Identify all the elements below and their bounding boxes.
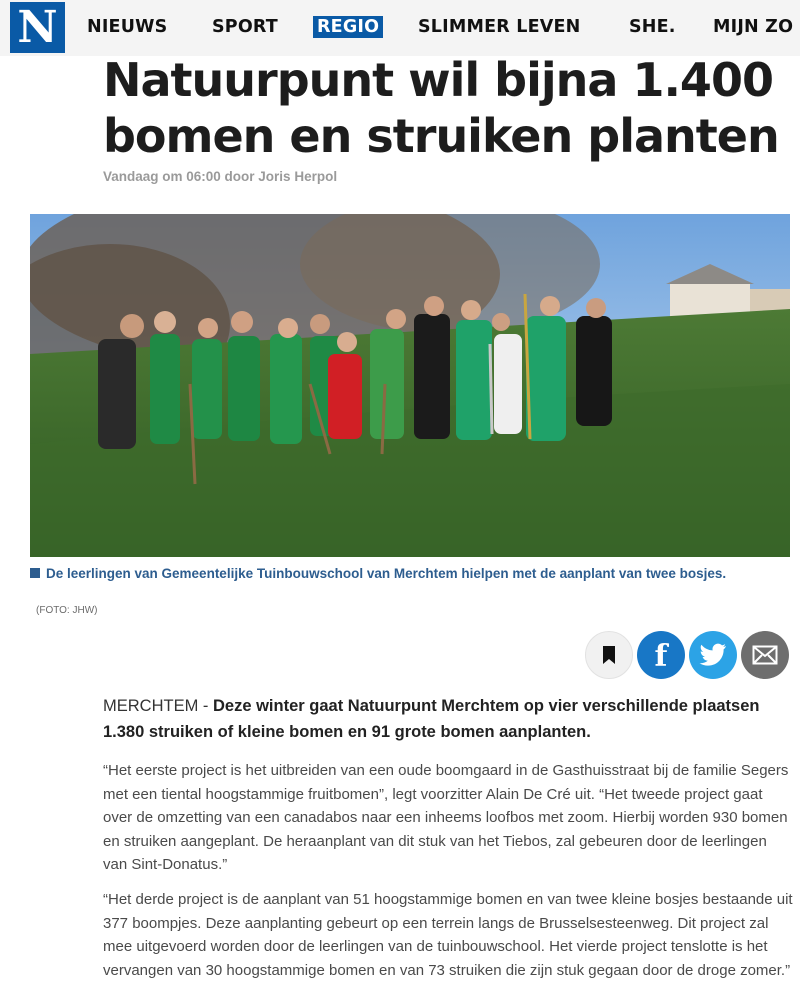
nav-item-nieuws[interactable]: NIEUWS	[87, 17, 168, 37]
facebook-share-button[interactable]	[637, 631, 685, 679]
twitter-icon	[699, 643, 727, 667]
article-byline: Vandaag om 06:00 door Joris Herpol	[103, 169, 338, 184]
caption-square-icon	[30, 568, 40, 578]
article-title: Natuurpunt wil bijna 1.400 bomen en struiken planten	[103, 53, 779, 163]
main-nav	[0, 0, 800, 56]
nav-item-mijn-zone[interactable]: MIJN ZO	[713, 17, 794, 37]
top-navigation-bar	[0, 0, 800, 56]
mail-icon	[752, 645, 778, 665]
photo-caption-text: De leerlingen van Gemeentelijke Tuinbouwschool van Merchtem hielpen met de aanplant van twee bosjes.	[46, 566, 727, 581]
nav-item-slimmer-leven[interactable]: SLIMMER LEVEN	[418, 17, 581, 37]
facebook-icon: f	[654, 639, 668, 674]
photo-credit: (FOTO: JHW)	[36, 605, 98, 616]
article-paragraph-2: “Het derde project is de aanplant van 51 hoogstammige bomen en van twee kleine bosjes bestaande uit 377 boompjes. Deze aanplanting gebeurt op een terrein langs de Brusselsesteenweg. Dit project zal mee uitgevoerd worden door de leerlingen van de tuinbouwschool. Het vierde project tenslotte is het vervangen van 30 hoogstammige bomen en van 73 struiken die zijn stuk gegaan door de droge zomer.”	[103, 891, 793, 979]
bookmark-icon	[601, 645, 617, 665]
mail-share-button[interactable]	[741, 631, 789, 679]
nav-item-she[interactable]: SHE.	[629, 17, 676, 37]
article-photo[interactable]	[30, 214, 790, 557]
nav-item-regio[interactable]: REGIO	[313, 16, 383, 38]
photo-illustration	[30, 214, 790, 557]
article-location: MERCHTEM -	[103, 697, 213, 715]
article-lead	[103, 693, 793, 745]
nav-item-sport[interactable]: SPORT	[212, 17, 278, 37]
twitter-share-button[interactable]	[689, 631, 737, 679]
article-paragraph-1: “Het eerste project is het uitbreiden van een oude boomgaard in de Gasthuisstraat bij de familie Segers met een tiental hoogstammige fruitbomen”, legt voorzitter Alain De Cré uit. “Het tweede project gaat over de omzetting van een canadabos naar een inheems loofbos met zoom. Hierbij worden 930 bomen en struiken aangeplant. De heraanplant van dit stuk van het Tiebos, zal gebeuren door de leerlingen van Sint-Donatus.”	[103, 762, 789, 873]
bookmark-button[interactable]	[585, 631, 633, 679]
logo-letter: N	[17, 1, 58, 53]
photo-caption	[30, 565, 780, 582]
article-intro: Deze winter gaat Natuurpunt Merchtem op vier verschillende plaatsen 1.380 struiken of kleine bomen en 91 grote bomen aanplanten.	[103, 697, 760, 741]
